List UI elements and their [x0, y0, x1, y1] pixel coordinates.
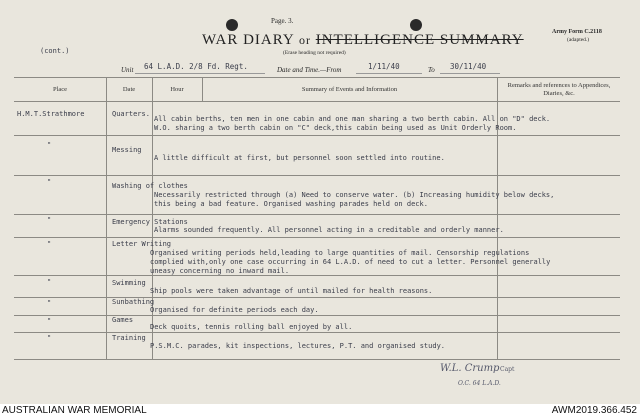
col-header-hour: Hour: [170, 86, 184, 93]
entry-text-line: Alarms sounded frequently. All personnel acting in a creditable and orderly manner.: [154, 226, 504, 234]
entry-text-line: Ship pools were taken advantage of until mailed for health reasons.: [150, 287, 433, 295]
signature-unit: O.C. 64 L.A.D.: [458, 380, 501, 387]
row-line-9: [14, 359, 620, 360]
army-form-adapted: (adapted.): [567, 37, 590, 43]
col-header-place: Place: [52, 86, 68, 93]
entry-category: Emergency Stations: [112, 218, 188, 226]
entry-place-ditto: ": [47, 334, 52, 342]
entry-place-ditto: ": [47, 240, 52, 248]
row-line-2: [14, 175, 620, 176]
footer-archive-name: AUSTRALIAN WAR MEMORIAL: [2, 405, 147, 416]
row-line-7: [14, 315, 620, 316]
row-line-8: [14, 332, 620, 333]
to-value: 30/11/40: [450, 62, 487, 71]
from-underline: [356, 73, 422, 74]
entry-category: Letter Writing: [112, 240, 172, 248]
title-or: or: [298, 33, 311, 47]
erase-note: (Erase heading not required): [283, 50, 346, 56]
col-divider-place: [106, 77, 107, 360]
row-line-3: [14, 214, 620, 215]
to-label: To: [428, 66, 435, 74]
col-header-date: Date: [122, 86, 136, 93]
entry-category: Messing: [112, 146, 142, 154]
title-intelligence-summary: INTELLIGENCE SUMMARY: [315, 32, 524, 48]
entry-category: Training: [112, 334, 146, 342]
row-line-4: [14, 237, 620, 238]
punch-hole-right: [410, 19, 422, 31]
entry-place-ditto: ": [47, 178, 52, 186]
unit-value: 64 L.A.D. 2/8 Fd. Regt.: [144, 62, 248, 71]
row-line-6: [14, 297, 620, 298]
entry-text-line: P.S.M.C. parades, kit inspections, lectures, P.T. and organised study.: [150, 342, 446, 350]
entry-place-ditto: ": [47, 141, 52, 149]
punch-hole-left: [226, 19, 238, 31]
entry-place-ditto: ": [47, 216, 52, 224]
date-label: Date and Time.—From: [277, 66, 342, 74]
unit-underline: [135, 73, 265, 74]
entry-text-line: this being a bad feature. Organised washing parades held on deck.: [154, 200, 428, 208]
army-form-number: Army Form C.2118: [552, 29, 602, 35]
from-value: 1/11/40: [368, 62, 400, 71]
signature-rank: Capt: [500, 366, 515, 373]
table-top-border: [14, 77, 620, 78]
footer-record-id: AWM2019.366.452: [551, 405, 637, 416]
entry-place-ditto: ": [47, 278, 52, 286]
row-line-5: [14, 275, 620, 276]
unit-label: Unit: [121, 66, 134, 74]
entry-text-line: Organised writing periods held,leading to large quantities of mail. Censorship regulations: [150, 249, 530, 257]
entry-text-line: uneasy concerning no inward mail.: [150, 267, 290, 275]
entry-category: Sunbathing: [112, 298, 155, 306]
to-underline: [440, 73, 500, 74]
entry-text-line: complied with,only one case occurring in 64 L.A.D. of need to cut a letter. Personnel generally: [150, 258, 551, 266]
entry-category: Washing of clothes: [112, 182, 188, 190]
page-title: [202, 32, 524, 49]
table-header-border: [14, 101, 620, 102]
archive-footer: [0, 404, 640, 418]
row-line-1: [14, 135, 620, 136]
entry-category: Swimming: [112, 279, 146, 287]
entry-text-line: Deck quoits, tennis rolling ball enjoyed by all.: [150, 323, 353, 331]
signature: W.L. Crump: [440, 363, 500, 374]
entry-text-line: All cabin berths, ten men in one cabin and one man sharing a two berth cabin. All on "D" deck.: [154, 115, 551, 123]
entry-category: Quarters.: [112, 110, 150, 118]
entry-place-ditto: ": [47, 317, 52, 325]
entry-text-line: Necessarily restricted through (a) Need to conserve water. (b) Increasing humidity below decks,: [154, 191, 555, 199]
entry-place: H.M.T.Strathmore: [17, 110, 85, 118]
cont-label: (cont.): [40, 47, 70, 55]
col-header-remarks: Remarks and references to Appendices, Diaries, &c.: [507, 82, 611, 97]
entry-text-line: A little difficult at first, but personnel soon settled into routine.: [154, 154, 445, 162]
entry-category: Games: [112, 316, 134, 324]
entry-text-line: W.O. sharing a two berth cabin on "C" deck,this cabin being used as Unit Orderly Room.: [154, 124, 517, 132]
entry-place-ditto: ": [47, 299, 52, 307]
page-label: Page. 3.: [271, 17, 294, 25]
entry-text-line: Organised for definite periods each day.: [150, 306, 319, 314]
title-war-diary: WAR DIARY: [202, 32, 295, 48]
col-header-summary: Summary of Events and Information: [301, 86, 398, 93]
